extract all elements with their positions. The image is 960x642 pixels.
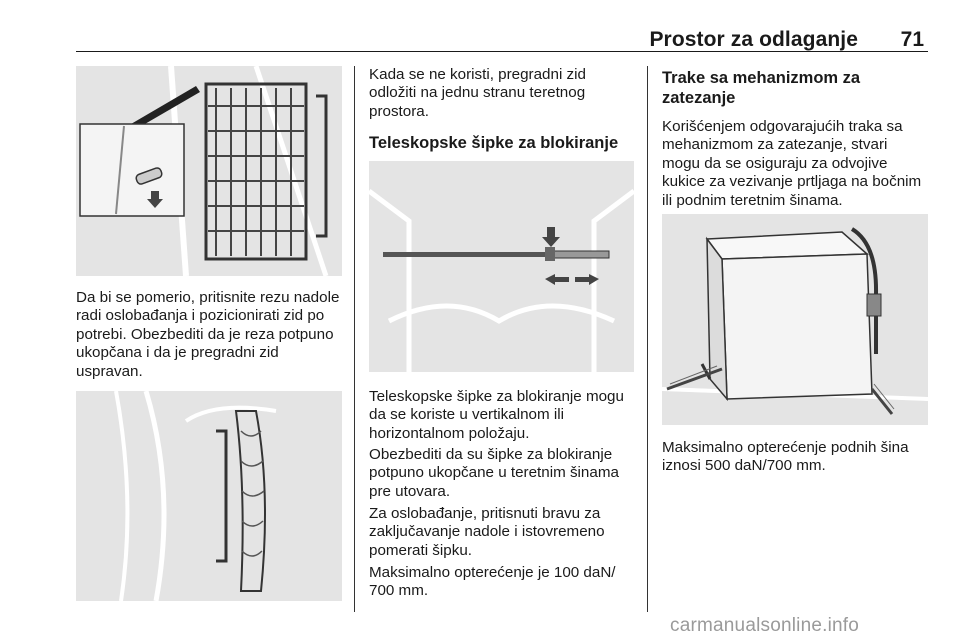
figure-partition-net-latch-drawing <box>76 66 342 276</box>
paragraph-telescopic-positions: Teleskopske šipke za blokiranje mogu da se koriste u vertikalnom ili horizontalnom položaju. <box>369 388 624 442</box>
page-title: Prostor za odlaganje <box>649 28 858 51</box>
paragraph-partition-latch: Da bi se pomerio, pritisnite rezu nadole radi oslobađanja i pozicionirati zid po potrebi. Obezbediti da je reza potpuno ukopčana i da je pregradni zid uspravan. <box>76 289 340 380</box>
paragraph-telescopic-release: Za oslobađanje, pritisnuti bravu za zaključavanje nadole i istovremeno pomerati šipku. <box>369 505 605 559</box>
heading-telescopic-bars: Teleskopske šipke za blokiranje <box>369 134 619 152</box>
page-number: 71 <box>900 28 924 51</box>
figure-telescopic-bar <box>369 161 634 372</box>
figure-ratchet-strap-box <box>662 214 928 425</box>
figure-telescopic-bar-drawing <box>369 161 634 372</box>
page-header <box>76 26 928 52</box>
paragraph-telescopic-engage: Obezbediti da su šipke za blokiranje potpuno ukopčane u teretnim šinama pre utovara. <box>369 446 619 500</box>
figure-partition-stowed <box>76 391 342 601</box>
paragraph-partition-storage: Kada se ne koristi, pregradni zid odložiti na jednu stranu teretnog prostora. <box>369 66 586 120</box>
heading-ratchet-straps: Trake sa mehanizmom za zatezanje <box>662 69 861 107</box>
paragraph-ratchet-straps: Korišćenjem odgovarajućih traka sa mehanizmom za zatezanje, stvari mogu da se osiguraju za odvojive kukice za vezivanje prtljaga na bočnim ili podnim teretnim šinama. <box>662 118 922 209</box>
figure-partition-stowed-drawing <box>76 391 342 601</box>
watermark: carmanualsonline.info <box>670 615 860 636</box>
figure-ratchet-strap-box-drawing <box>662 214 928 425</box>
column-divider <box>647 66 648 612</box>
paragraph-floor-rail-max-load: Maksimalno opterećenje podnih šina iznosi 500 daN/700 mm. <box>662 439 909 475</box>
figure-partition-net-latch <box>76 66 342 276</box>
paragraph-telescopic-max-load: Maksimalno opterećenje je 100 daN/ 700 mm. <box>369 564 616 600</box>
column-divider <box>354 66 355 612</box>
